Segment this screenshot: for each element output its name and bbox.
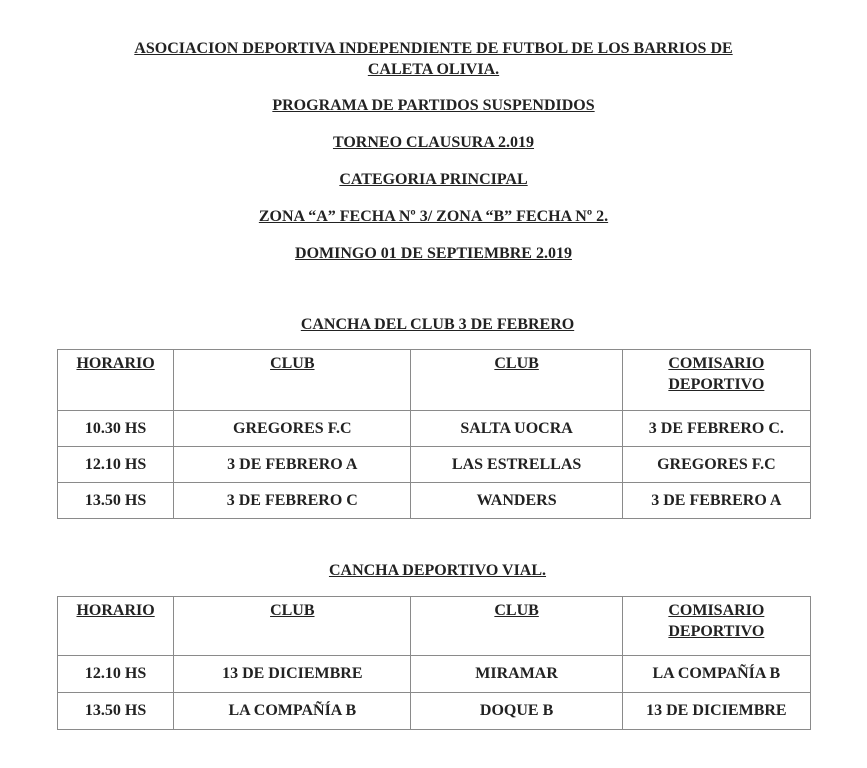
association-name-line1: ASOCIACION DEPORTIVA INDEPENDIENTE DE FUTBOL DE LOS BARRIOS DE — [134, 40, 733, 57]
table-row — [58, 483, 811, 519]
fixture-table-field-1 — [57, 349, 811, 519]
table-row — [58, 447, 811, 483]
table-row — [58, 656, 811, 693]
cell-club-away: MIRAMAR — [411, 656, 622, 693]
table-header-row — [58, 597, 811, 656]
header-club-home: CLUB — [174, 597, 411, 656]
cell-club-away: DOQUE B — [411, 693, 622, 730]
header-comisario-line1: COMISARIO — [668, 355, 765, 372]
cell-comisario: LA COMPAÑÍA B — [622, 656, 810, 693]
header-comisario-line1: COMISARIO — [668, 602, 765, 619]
cell-club-away: SALTA UOCRA — [411, 411, 622, 447]
header-horario: HORARIO — [58, 350, 174, 411]
cell-club-home: GREGORES F.C — [174, 411, 411, 447]
header-horario: HORARIO — [58, 597, 174, 656]
cell-horario: 13.50 HS — [58, 483, 174, 519]
zones-title: ZONA “A” FECHA Nº 3/ ZONA “B” FECHA Nº 2. — [258, 208, 609, 225]
cell-horario: 12.10 HS — [58, 656, 174, 693]
cell-club-home: LA COMPAÑÍA B — [174, 693, 411, 730]
cell-comisario: 3 DE FEBRERO C. — [622, 411, 810, 447]
program-title: PROGRAMA DE PARTIDOS SUSPENDIDOS — [272, 97, 595, 114]
section-title-field-1: CANCHA DEL CLUB 3 DE FEBRERO — [300, 316, 575, 333]
cell-club-away: WANDERS — [411, 483, 622, 519]
header-club-away: CLUB — [411, 350, 622, 411]
match-date: DOMINGO 01 DE SEPTIEMBRE 2.019 — [295, 245, 572, 262]
association-name-line2: CALETA OLIVIA. — [367, 61, 500, 78]
header-comisario — [622, 597, 810, 656]
header-club-home: CLUB — [174, 350, 411, 411]
cell-club-home: 3 DE FEBRERO A — [174, 447, 411, 483]
tournament-title: TORNEO CLAUSURA 2.019 — [332, 134, 535, 151]
cell-comisario: GREGORES F.C — [622, 447, 810, 483]
cell-comisario: 3 DE FEBRERO A — [622, 483, 810, 519]
cell-horario: 12.10 HS — [58, 447, 174, 483]
cell-club-away: LAS ESTRELLAS — [411, 447, 622, 483]
header-club-away: CLUB — [411, 597, 622, 656]
cell-horario: 10.30 HS — [58, 411, 174, 447]
cell-horario: 13.50 HS — [58, 693, 174, 730]
document-header — [0, 38, 867, 80]
header-comisario-line2: DEPORTIVO — [668, 623, 765, 640]
cell-club-home: 13 DE DICIEMBRE — [174, 656, 411, 693]
header-comisario-line2: DEPORTIVO — [668, 376, 765, 393]
cell-comisario: 13 DE DICIEMBRE — [622, 693, 810, 730]
table-row — [58, 411, 811, 447]
cell-club-home: 3 DE FEBRERO C — [174, 483, 411, 519]
category-title: CATEGORIA PRINCIPAL — [339, 171, 528, 188]
fixture-table-field-2 — [57, 596, 811, 730]
table-row — [58, 693, 811, 730]
header-comisario — [622, 350, 810, 411]
table-header-row — [58, 350, 811, 411]
section-title-field-2: CANCHA DEPORTIVO VIAL. — [328, 562, 547, 579]
